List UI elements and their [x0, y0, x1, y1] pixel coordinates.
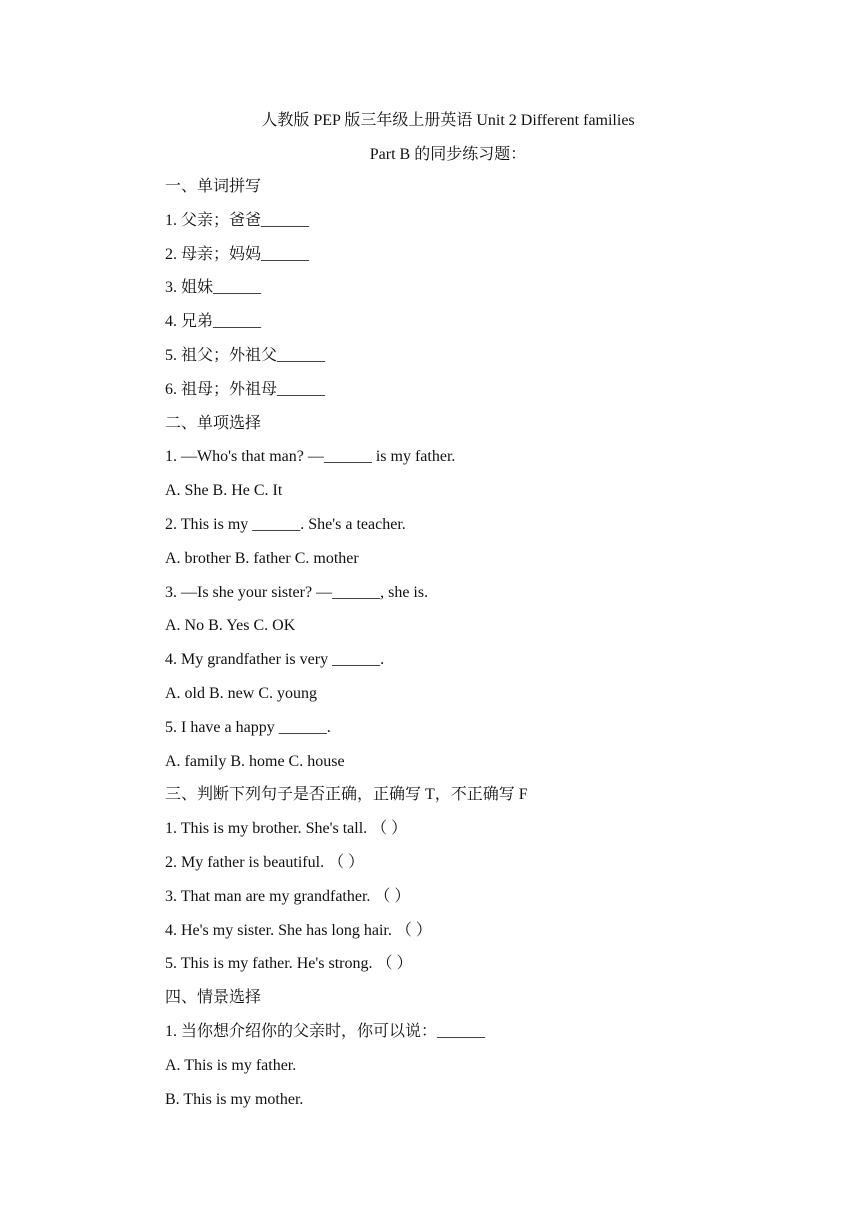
question-line: 3. —Is she your sister? —______, she is.	[165, 583, 429, 601]
question-line: 1. This is my brother. She's tall. （ ）	[165, 820, 408, 838]
answer-option: A. This is my father.	[165, 1056, 297, 1074]
answer-options: A. family B. home C. house	[165, 752, 345, 770]
question-line: 1. 当你想介绍你的父亲时，你可以说：______	[165, 1022, 486, 1040]
section-heading-situational-choice: 四、情景选择	[165, 989, 262, 1007]
answer-options: A. She B. He C. It	[165, 482, 283, 500]
question-line: 4. 兄弟______	[165, 313, 262, 331]
question-line: 2. 母亲；妈妈______	[165, 245, 310, 263]
question-line: 3. That man are my grandfather. （ ）	[165, 887, 411, 905]
question-line: 5. I have a happy ______.	[165, 718, 331, 736]
section-heading-true-false: 三、判断下列句子是否正确，正确写 T，不正确写 F	[165, 786, 528, 804]
answer-options: A. brother B. father C. mother	[165, 549, 359, 567]
exercise-content	[165, 176, 805, 1122]
answer-option: B. This is my mother.	[165, 1090, 304, 1108]
question-line: 1. 父亲；爸爸______	[165, 211, 310, 229]
question-line: 4. He's my sister. She has long hair. （ ）	[165, 921, 432, 939]
section-heading-spelling: 一、单词拼写	[165, 178, 262, 195]
document-subtitle: Part B 的同步练习题：	[369, 146, 527, 163]
section-heading-multiple-choice: 二、单项选择	[165, 414, 262, 432]
question-line: 2. This is my ______. She's a teacher.	[165, 515, 406, 533]
question-line: 4. My grandfather is very ______.	[165, 651, 385, 669]
document-title: 人教版 PEP 版三年级上册英语 Unit 2 Different families	[261, 112, 635, 129]
question-line: 6. 祖母；外祖母______	[165, 380, 326, 398]
question-line: 2. My father is beautiful. （ ）	[165, 853, 365, 871]
question-line: 1. —Who's that man? —______ is my father.	[165, 448, 456, 466]
question-line: 3. 姐妹______	[165, 279, 262, 297]
answer-options: A. old B. new C. young	[165, 684, 317, 702]
answer-options: A. No B. Yes C. OK	[165, 617, 296, 635]
question-line: 5. 祖父；外祖父______	[165, 346, 326, 364]
question-line: 5. This is my father. He's strong. （ ）	[165, 955, 413, 973]
